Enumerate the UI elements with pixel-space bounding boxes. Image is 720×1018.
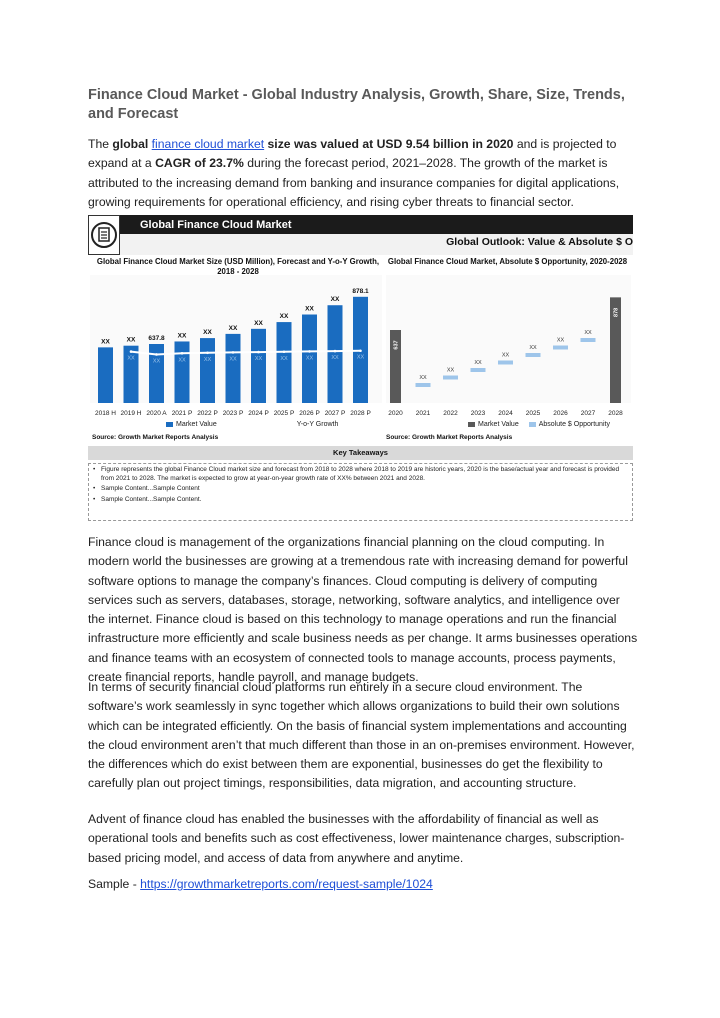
yoy-value-label: XX <box>305 355 314 362</box>
opportunity-bar <box>581 338 596 342</box>
yoy-value-label: XX <box>254 356 263 363</box>
x-tick-label: 2022 P <box>197 410 218 417</box>
key-takeaways-list <box>88 463 633 521</box>
bar-value-label: 637.8 <box>148 335 165 342</box>
opportunity-bar <box>443 376 458 380</box>
bar-value-label: XX <box>101 338 110 346</box>
x-tick-label: 2018 H <box>95 410 116 417</box>
yoy-value-label: XX <box>203 356 212 363</box>
legend-item-absolute-opportunity: Absolute $ Opportunity <box>529 421 610 428</box>
x-tick-label: 2025 P <box>273 410 295 417</box>
x-tick-label: 2025 <box>525 410 541 417</box>
x-tick-label: 2026 P <box>299 410 320 417</box>
market-value-bar <box>226 334 241 403</box>
intro-t5: CAGR of 23.7% <box>155 156 244 171</box>
yoy-value-label: XX <box>229 356 237 363</box>
intro-t2: global <box>112 137 149 151</box>
x-tick-label: 2021 <box>415 410 431 417</box>
opportunity-value-label: XX <box>529 345 537 351</box>
legend-item-market-value: Market Value <box>166 421 217 428</box>
body-paragraph-1: Finance cloud is management of the organizations financial planning on the cloud computing. In modern world the businesses are growing at a tremendous rate with increasing demand for powerful software options to manage the company’s finances. Cloud computing is delivery of computing services such as servers, databases, storage, networking, software analytics, and intelligence over the internet. Finance cloud is based on this technology to manage operations and run the financial infrastructure more efficiently and scale business needs as per change. It arms businesses operations and finance teams with an ecosystem of connected tools to manage accounts, process payments, create financial reports, handle payroll, and manage budgets. <box>88 535 638 685</box>
yoy-value-label: XX <box>280 355 288 362</box>
x-tick-label: 2024 <box>498 410 513 417</box>
market-value-bar <box>175 341 190 403</box>
intro-t1: The <box>88 137 113 151</box>
bar-value-label: 878 <box>613 307 620 317</box>
market-infographic <box>88 215 633 522</box>
x-tick-label: 2020 A <box>146 410 167 417</box>
bar-value-label: 637 <box>393 340 400 350</box>
opportunity-value-label: XX <box>556 337 565 344</box>
x-tick-label: 2022 <box>443 410 458 417</box>
sample-request-link[interactable]: https://growthmarketreports.com/request-sample/1024 <box>140 877 433 891</box>
yoy-growth-point <box>206 351 209 354</box>
yoy-value-label: XX <box>178 357 186 364</box>
infographic-subtitle: Global Outlook: Value & Absolute $ O <box>446 236 633 248</box>
market-value-bar <box>98 347 113 403</box>
opportunity-bar <box>471 368 486 372</box>
key-takeaways-heading: Key Takeaways <box>88 446 633 460</box>
key-takeaway-item: • Figure represents the global Finance Cloud market size and forecast from 2018 to 2028 where 2018 to 2019 are historic years, 2020 is the base/actual year and forecast is provided from 2021 to 2028. The market is expected to grow at year-on-year growth rate of XX% between 2021 and 2028. <box>89 466 632 483</box>
legend-item-market-value-2: Market Value <box>468 421 519 428</box>
opportunity-value-label: XX <box>419 375 427 381</box>
x-tick-label: 2028 P <box>350 410 371 417</box>
opportunity-value-label: XX <box>446 367 455 374</box>
chart1-title: Global Finance Cloud Market Size (USD Million), Forecast and Y-o-Y Growth, 2018 - 2028 <box>96 257 380 276</box>
bar-value-label: XX <box>203 329 212 337</box>
x-tick-label: 2021 P <box>171 410 193 417</box>
yoy-growth-point <box>283 350 286 353</box>
sample-line <box>88 875 640 894</box>
legend-item-yoy-growth: Y-o-Y Growth <box>296 421 339 428</box>
chart2-source: Source: Growth Market Reports Analysis <box>386 434 513 441</box>
x-tick-label: 2023 <box>470 410 486 417</box>
yoy-growth-point <box>155 353 158 356</box>
yoy-growth-point <box>130 350 133 353</box>
finance-cloud-market-link[interactable]: finance cloud market <box>151 137 265 151</box>
page-title: Finance Cloud Market - Global Industry Analysis, Growth, Share, Size, Trends, and Forecast <box>88 87 625 122</box>
document-icon <box>88 215 120 255</box>
intro-t4: and is projected to expand at a <box>88 137 617 171</box>
key-takeaway-item: • Sample Content...Sample Content. <box>89 496 632 505</box>
absolute-opportunity-chart <box>386 275 631 421</box>
bar-value-label: XX <box>177 332 187 340</box>
opportunity-bar <box>416 383 431 387</box>
market-value-bar <box>149 344 164 403</box>
chart1-source: Source: Growth Market Reports Analysis <box>92 434 219 441</box>
x-tick-label: 2024 P <box>248 410 269 417</box>
market-value-bar <box>277 322 292 403</box>
x-tick-label: 2023 P <box>222 410 244 417</box>
yoy-value-label: XX <box>331 355 339 362</box>
bar-value-label: XX <box>330 296 340 304</box>
chart2-legend <box>468 421 610 428</box>
opportunity-value-label: XX <box>584 330 592 336</box>
market-value-bar <box>200 338 215 403</box>
intro-paragraph <box>88 135 640 212</box>
yoy-growth-point <box>334 350 337 353</box>
market-size-chart <box>90 275 382 421</box>
opportunity-bar <box>498 361 513 365</box>
key-takeaway-item: • Sample Content...Sample Content <box>89 485 632 494</box>
x-tick-label: 2019 H <box>120 410 142 417</box>
bar-value-label: XX <box>126 336 136 344</box>
yoy-value-label: XX <box>356 354 365 361</box>
yoy-growth-point <box>232 351 235 354</box>
yoy-growth-point <box>308 350 311 353</box>
chart1-legend <box>166 421 338 428</box>
sample-label: Sample - <box>88 877 141 891</box>
body-paragraph-3: Advent of finance cloud has enabled the businesses with the affordability of financial as well as operational tools and benefits such as cost effectiveness, lower maintenance charges, subscription-based pricing model, and access of data from anywhere and anytime. <box>88 812 625 865</box>
intro-t6: during the forecast period, 2021–2028. The growth of the market is attributed to the increasing demand from banking and insurance companies for digital applications, growing requirements for operational efficiency, and rising cyber threats to financial sector. <box>88 156 620 209</box>
x-tick-label: 2027 <box>580 410 596 417</box>
yoy-growth-point <box>181 352 184 355</box>
intro-t3: size was valued at USD 9.54 billion in 2020 <box>267 137 514 151</box>
x-tick-label: 2026 <box>553 410 568 417</box>
opportunity-bar <box>526 353 541 357</box>
x-tick-label: 2027 P <box>324 410 346 417</box>
yoy-value-label: XX <box>152 358 161 365</box>
yoy-growth-point <box>257 351 260 354</box>
yoy-value-label: XX <box>127 355 135 362</box>
chart2-title: Global Finance Cloud Market, Absolute $ Opportunity, 2020-2028 <box>387 257 628 266</box>
market-value-bar <box>251 329 266 403</box>
bar-value-label: 878.1 <box>352 287 369 295</box>
bar-value-label: XX <box>254 319 263 327</box>
bar-value-label: XX <box>279 313 289 321</box>
bar-value-label: XX <box>228 324 238 332</box>
infographic-title: Global Finance Cloud Market <box>140 219 292 231</box>
x-tick-label: 2020 <box>388 410 403 417</box>
market-value-bar <box>124 346 139 403</box>
yoy-growth-point <box>359 349 362 352</box>
body-paragraph-2: In terms of security financial cloud platforms run entirely in a secure cloud environment. The software’s work seamlessly in sync together which allows organizations to build their own solutions which can be integrated efficiently. On the basis of financial system implementations and accounting the cloud environment aren’t that much different than those in an on-premises environment. However, the differences which do exist between them are exponential, businesses do get the flexibility to carefully plan out project timings, responsibilities, data migration, and accounting structure. <box>88 680 635 791</box>
bar-value-label: XX <box>305 305 314 313</box>
opportunity-value-label: XX <box>474 360 482 366</box>
opportunity-value-label: XX <box>501 352 510 359</box>
x-tick-label: 2028 <box>608 410 623 417</box>
opportunity-bar <box>553 346 568 350</box>
